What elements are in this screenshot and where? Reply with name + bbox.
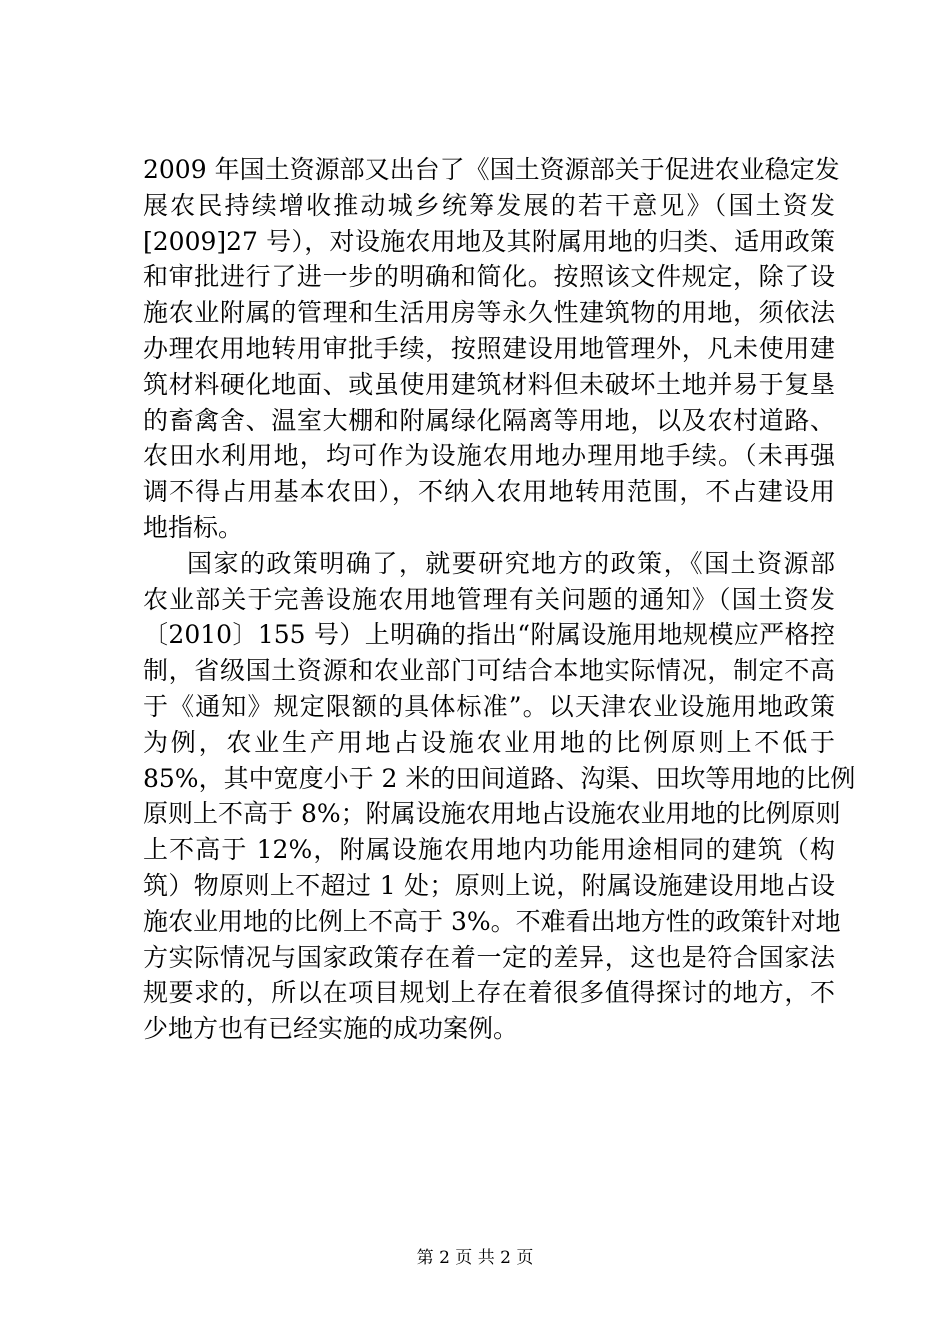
text-line: 85%，其中宽度小于 2 米的田间道路、沟渠、田坎等用地的比例: [143, 763, 856, 793]
paragraph-2: [143, 546, 856, 1047]
text-line: 和审批进行了进一步的明确和简化。按照该文件规定，除了设: [143, 262, 835, 292]
text-line: 地指标。: [143, 512, 244, 542]
text-line: 施农业用地的比例上不高于 3%。不难看出地方性的政策针对地: [143, 906, 841, 936]
text-line: 2009 年国土资源部又出台了《国土资源部关于促进农业稳定发: [143, 155, 840, 184]
text-line: 原则上不高于 8%；附属设施农用地占设施农业用地的比例原则: [143, 799, 841, 829]
text-line: 筑材料硬化地面、或虽使用建筑材料但未破坏土地并易于复垦: [143, 369, 835, 399]
text-line: 方实际情况与国家政策存在着一定的差异，这也是符合国家法: [143, 942, 835, 972]
text-line: 调不得占用基本农田），不纳入农用地转用范围，不占建设用: [143, 477, 835, 507]
text-line: 的畜禽舍、温室大棚和附属绿化隔离等用地，以及农村道路、: [143, 405, 835, 435]
text-line: 于《通知》规定限额的具体标准”。以天津农业设施用地政策: [143, 691, 835, 721]
page-footer: 第 2 页 共 2 页: [416, 1248, 534, 1268]
text-line: 农业部关于完善设施农用地管理有关问题的通知》（国土资发: [143, 584, 835, 614]
text-line: 筑）物原则上不超过 1 处；原则上说，附属设施建设用地占设: [143, 870, 835, 900]
text-line: 上不高于 12%，附属设施农用地内功能用途相同的建筑（构: [143, 835, 835, 865]
text-line: 〔2010〕155 号）上明确的指出“附属设施用地规模应严格控: [143, 620, 835, 650]
text-line: 国家的政策明确了，就要研究地方的政策，《国土资源部: [187, 548, 835, 578]
text-line: [2009]27 号），对设施农用地及其附属用地的归类、适用政策: [143, 226, 835, 256]
text-line: 为例，农业生产用地占设施农业用地的比例原则上不低于: [143, 727, 835, 757]
paragraph-1: [143, 152, 840, 546]
text-line: 施农业附属的管理和生活用房等永久性建筑物的用地，须依法: [143, 298, 835, 328]
text-line: 农田水利用地，均可作为设施农用地办理用地手续。（未再强: [143, 441, 835, 471]
document-body: [143, 152, 856, 1047]
text-line: 办理农用地转用审批手续，按照建设用地管理外，凡未使用建: [143, 333, 835, 363]
text-line: 规要求的，所以在项目规划上存在着很多值得探讨的地方，不: [143, 978, 835, 1008]
text-line: 展农民持续增收推动城乡统筹发展的若干意见》（国土资发: [143, 190, 835, 220]
text-line: 少地方也有已经实施的成功案例。: [143, 1014, 519, 1044]
text-line: 制，省级国土资源和农业部门可结合本地实际情况，制定不高: [143, 656, 835, 686]
